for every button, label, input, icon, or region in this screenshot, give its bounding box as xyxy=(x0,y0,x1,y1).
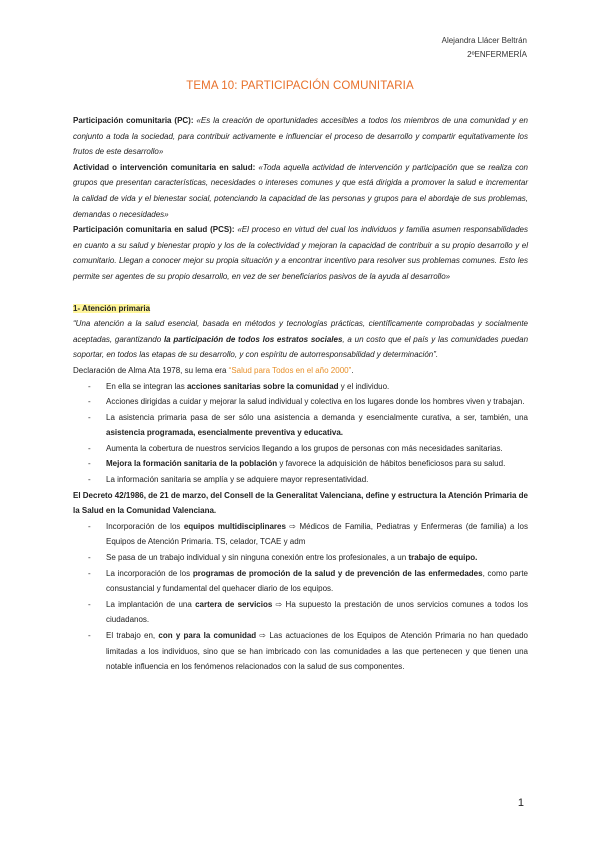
item-text: y el individuo. xyxy=(338,381,390,391)
item-bold: acciones sanitarias sobre la comunidad xyxy=(186,381,339,391)
item-bold: cartera de servicios xyxy=(195,599,273,609)
item-bold: equipos multidisciplinares xyxy=(183,521,286,531)
definition-text: «Toda aquella actividad de intervención y participación que se realiza con grupos que presentan características, necesidades o intereses comunes y que está dirigida a promover la salud e incrementar la calidad de vida y el bienestar social, potenciando la capacidad de las personas y grupos para el abordaje de sus problemas, demandas o necesidades» xyxy=(73,162,528,219)
item-bold: programas de promoción de la salud y de prevención de las enfermedades xyxy=(192,568,483,578)
definition-label: Actividad o intervención comunitaria en salud: xyxy=(73,162,259,172)
item-bold: Mejora la formación sanitaria de la población xyxy=(106,459,278,469)
arrow-icon: ⇨ xyxy=(259,631,267,640)
alma-text: Declaración de Alma Ata 1978, su lema era xyxy=(73,365,229,375)
item-text: y favorece la adquisición de hábitos beneficiosos para su salud. xyxy=(277,459,506,469)
quote-part: , a un costo que el país y las comunidades puedan soportar, en todos las etapas de su desarrollo, y con espíritu de autorresponsabilidad y determinación”. xyxy=(73,334,529,360)
item-text: Se pasa de un trabajo individual y sin ninguna conexión entre los profesionales, a un xyxy=(106,553,409,563)
item-bold: asistencia programada, esencialmente preventiva y educativa. xyxy=(106,428,343,438)
decree-paragraph: El Decreto 42/1986, de 21 de marzo, del Consell de la Generalitat Valenciana, define y estructura la Atención Primaria de la Salud en la Comunidad Valenciana. xyxy=(73,490,528,516)
quote-part: “Una atención a la salud esencial, basada en métodos y tecnologías prácticas, científicamente comprobadas y socialmente aceptadas, garantizando xyxy=(73,319,528,344)
list-item xyxy=(73,550,528,566)
alma-ata-list xyxy=(73,379,528,488)
arrow-icon: ⇨ xyxy=(275,599,283,609)
item-text: En ella se integran las xyxy=(106,381,187,391)
list-item xyxy=(73,519,528,550)
section-heading xyxy=(73,301,528,317)
item-text: Ha supuesto la prestación de unos servicios comunes a todos los ciudadanos. xyxy=(106,599,528,625)
definition-label: Participación comunitaria en salud (PCS): xyxy=(73,225,238,235)
list-item xyxy=(73,597,528,628)
definition-activity xyxy=(73,160,528,222)
quote-emphasis: la participación de todos los estratos sociales xyxy=(163,334,343,344)
item-text: Incorporación de los xyxy=(106,521,184,531)
definition-text: «El proceso en virtud del cual los individuos y familia asumen responsabilidades en cuanto a su salud y bienestar propio y los de la colectividad y mejoran la capacidad de contribuir a su propio desarrollo y el comunitario. Llegan a conocer mejor su propia situación y a encontrar incentivo para resolver sus problemas comunes. Esto les permite ser agentes de su propio desarrollo, en vez de ser beneficiarios pasivos de la ayuda al desarrollo» xyxy=(73,225,528,281)
item-text: La información sanitaria se amplía y se adquiere mayor representatividad. xyxy=(106,475,369,485)
alma-text: . xyxy=(351,365,354,375)
item-text: Médicos de Familia, Pediatras y Enfermeras (de familia) a los Equipos de Atención Primaria. TS, celador, TCAE y adm xyxy=(106,521,528,547)
section-heading-text: 1- Atención primaria xyxy=(73,303,151,313)
item-text: Las actuaciones de los Equipos de Atención Primaria no han quedado limitadas a los individuos, sino que se han imbricado con las comunidades a las que pertenecen y que tienen una notable influencia en los fenómenos relacionados con la salud de sus componentes. xyxy=(106,631,528,672)
list-item xyxy=(73,410,528,441)
list-item xyxy=(73,628,528,675)
definition-pc xyxy=(73,113,528,160)
decree-list xyxy=(73,519,528,675)
item-text: Aumenta la cobertura de nuestros servicios llegando a los grupos de personas con más necesidades sanitarias. xyxy=(106,443,503,453)
document-title: TEMA 10: PARTICIPACIÓN COMUNITARIA xyxy=(186,80,414,92)
item-text: El trabajo en, xyxy=(106,631,159,640)
item-bold: trabajo de equipo. xyxy=(408,553,478,563)
primary-care-quote xyxy=(73,316,528,363)
item-text: La implantación de una xyxy=(106,599,196,609)
item-text: , como parte consustancial y fundamental del quehacer diario de los equipos. xyxy=(106,568,528,594)
definition-text: «Es la creación de oportunidades accesibles a todos los miembros de una comunidad y en conjunto a toda la sociedad, para contribuir activamente e influenciar el proceso de desarrollo y compartir equitativamente los frutos de este desarrollo» xyxy=(73,116,529,157)
item-text: La asistencia primaria pasa de ser sólo una asistencia a demanda y esencialmente curativa, a ser, también, una xyxy=(106,412,528,422)
list-item xyxy=(73,394,528,410)
document-body xyxy=(73,113,528,675)
page-number: 1 xyxy=(517,797,524,809)
alma-ata-line xyxy=(73,363,528,379)
list-item xyxy=(73,379,528,395)
item-text: Acciones dirigidas a cuidar y mejorar la salud individual y colectiva en los lugares donde los hombres viven y trabajan. xyxy=(106,397,525,407)
list-item xyxy=(73,472,528,488)
definition-pcs xyxy=(73,222,528,284)
list-item xyxy=(73,566,528,597)
list-item xyxy=(73,456,528,472)
page-header xyxy=(442,34,527,62)
course-label: 2ºENFERMERÍA xyxy=(467,50,527,59)
arrow-icon: ⇨ xyxy=(289,521,297,531)
item-bold: con y para la comunidad xyxy=(158,631,257,640)
alma-motto: “Salud para Todos en el año 2000” xyxy=(228,365,352,375)
definition-label: Participación comunitaria (PC): xyxy=(73,116,197,125)
item-text: La incorporación de los xyxy=(106,568,193,578)
list-item xyxy=(73,441,528,457)
author-name: Alejandra Llácer Beltrán xyxy=(441,36,527,45)
